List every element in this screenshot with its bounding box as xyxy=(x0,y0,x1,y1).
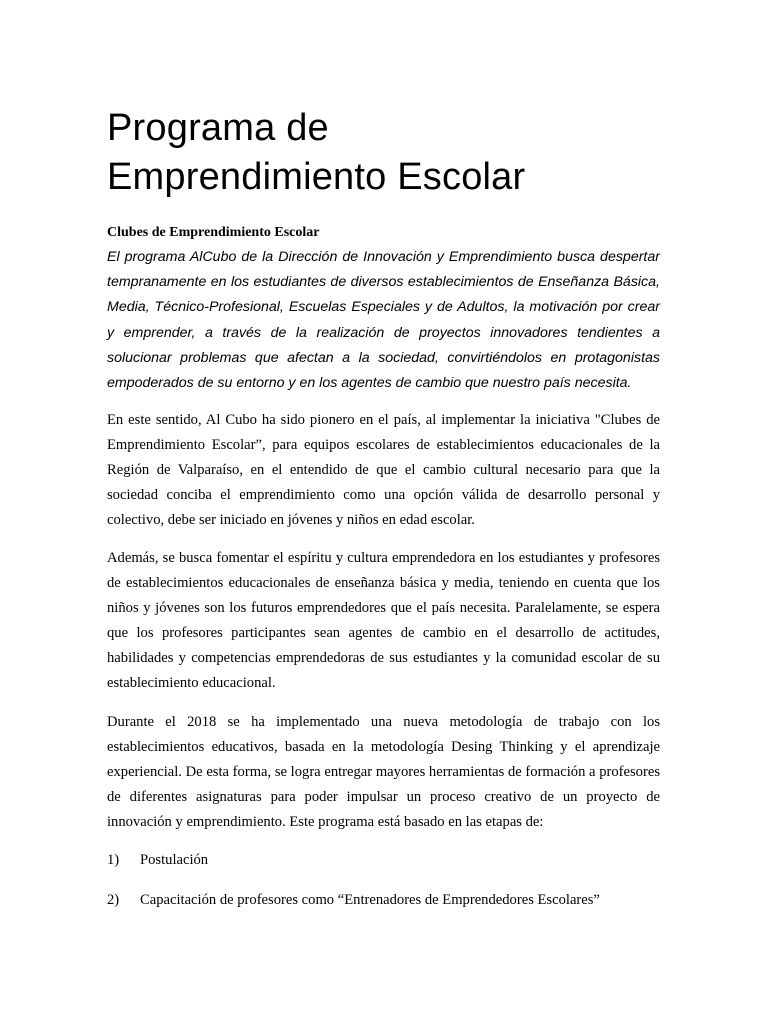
body-paragraph-1: En este sentido, Al Cubo ha sido pionero en el país, al implementar la iniciativa "Clubes de Emprendimiento Escolar”, para equipos escolares de establecimientos educacionales de la Región de Valparaíso, en el entendido de que el cambio cultural necesario para que la sociedad conciba el emprendimiento como una opción válida de desarrollo personal y colectivo, debe ser iniciado en jóvenes y niños en edad escolar. xyxy=(107,412,660,528)
page-title xyxy=(107,104,667,202)
title-line-2: Emprendimiento Escolar xyxy=(107,156,526,198)
list-item-number: 2) xyxy=(107,892,120,908)
body-paragraph-3: Durante el 2018 se ha implementado una nueva metodología de trabajo con los establecimientos educativos, basada en la metodología Desing Thinking y el aprendizaje experiencial. De esta forma, se logra entregar mayores herramientas de formación a profesores de diferentes asignaturas para poder impulsar un proceso creativo de un proyecto de innovación y emprendimiento. Este programa está basado en las etapas de: xyxy=(107,714,660,830)
intro-paragraph: El programa AlCubo de la Dirección de Innovación y Emprendimiento busca despertar tempranamente en los estudiantes de diversos establecimientos de Enseñanza Básica, Media, Técnico-Profesional, Escuelas Especiales y de Adultos, la motivación por crear y emprender, a través de la realización de proyectos innovadores tendientes a solucionar problemas que afectan a la sociedad, convirtiéndolos en protagonistas empoderados de su entorno y en los agentes de cambio que nuestro país necesita. xyxy=(107,249,660,392)
list-item xyxy=(107,890,660,910)
section-subtitle: Clubes de Emprendimiento Escolar xyxy=(107,225,320,240)
body-paragraph-2: Además, se busca fomentar el espíritu y cultura emprendedora en los estudiantes y profesores de establecimientos educacionales de enseñanza básica y media, teniendo en cuenta que los niños y jóvenes son los futuros emprendedores que el país necesita. Paralelamente, se espera que los profesores participantes sean agentes de cambio en el desarrollo de actitudes, habilidades y competencias emprendedoras de sus estudiantes y la comunidad escolar de su establecimiento educacional. xyxy=(107,550,660,691)
list-item-text: Postulación xyxy=(140,852,209,868)
title-line-1: Programa de xyxy=(107,107,329,149)
list-item-text: Capacitación de profesores como “Entrenadores de Emprendedores Escolares” xyxy=(140,892,600,908)
list-item xyxy=(107,850,660,870)
list-item-number: 1) xyxy=(107,852,120,868)
